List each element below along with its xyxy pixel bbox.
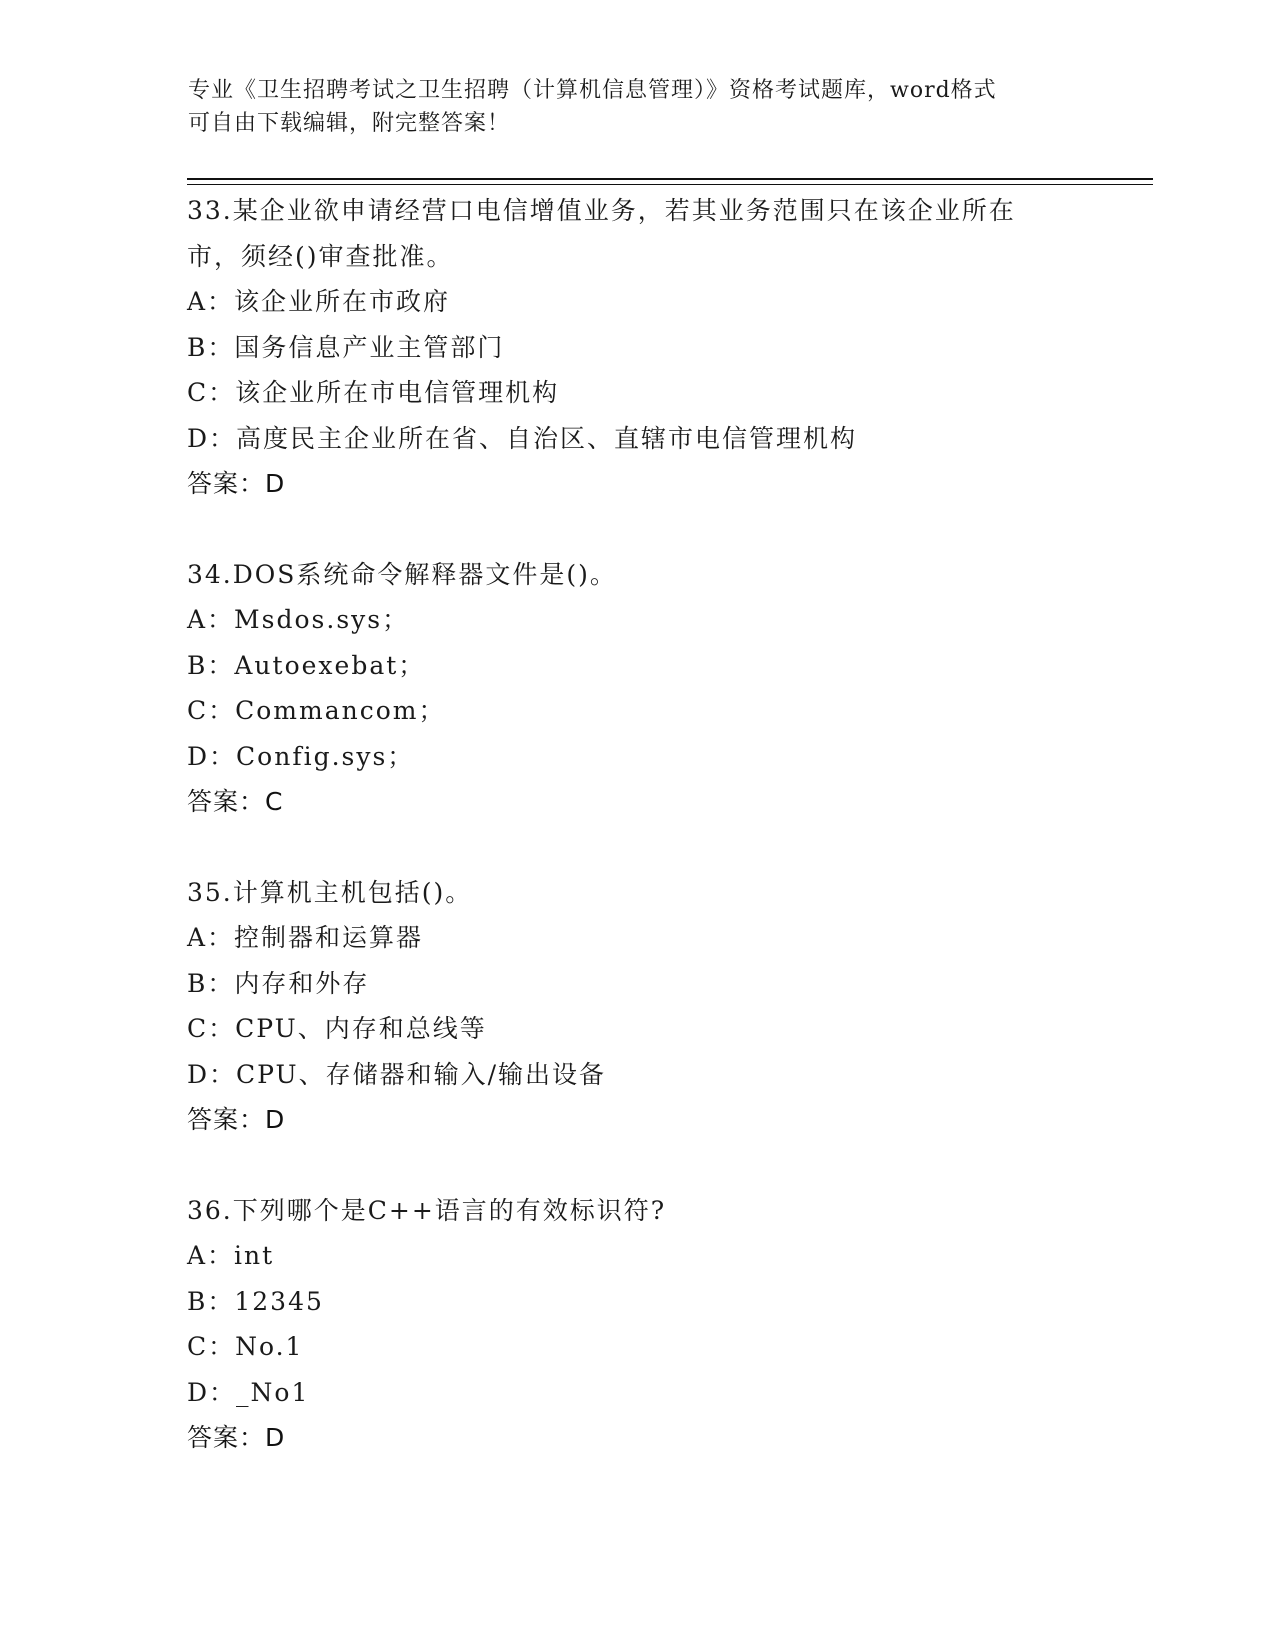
header-line-1: 专业《卫生招聘考试之卫生招聘（计算机信息管理）》资格考试题库，word格式 [188,78,997,103]
header-divider-thin [187,184,1153,185]
option-b: B：12345 [187,1286,324,1316]
option-a: A：Msdos.sys； [187,605,410,634]
header-line-2: 可自由下载编辑，附完整答案！ [188,111,511,136]
question-34 [187,552,1147,825]
question-stem: 36.下列哪个是C++语言的有效标识符? [187,1195,667,1225]
option-b: B：国务信息产业主管部门 [187,332,505,362]
question-list [187,188,1147,1506]
option-c: C：CPU、内存和总线等 [187,1014,487,1043]
option-d: D：_No1 [187,1377,310,1407]
option-d: D：高度民主企业所在省、自治区、直辖市电信管理机构 [187,423,858,453]
question-36 [187,1188,1147,1461]
option-d: D：CPU、存储器和输入/输出设备 [187,1059,607,1089]
option-c: C：No.1 [187,1332,304,1361]
answer: 答案：D [187,469,286,498]
question-stem: 市，须经()审查批准。 [187,241,454,271]
question-stem: 34.DOS系统命令解释器文件是()。 [187,559,617,589]
option-a: A：int [187,1241,275,1270]
header-divider-thick [187,178,1153,180]
question-stem: 33.某企业欲申请经营口电信增值业务，若其业务范围只在该企业所在 [187,196,1016,225]
answer: 答案：D [187,1105,286,1134]
option-b: B：Autoexebat； [187,650,426,680]
question-35 [187,870,1147,1143]
question-stem: 35.计算机主机包括()。 [187,877,473,907]
option-c: C：该企业所在市电信管理机构 [187,378,560,407]
option-d: D：Config.sys； [187,741,415,771]
document-header [188,74,1088,140]
option-b: B：内存和外存 [187,968,370,998]
option-a: A：控制器和运算器 [187,923,424,952]
answer: 答案：C [187,787,284,816]
option-a: A：该企业所在市政府 [187,287,451,316]
answer: 答案：D [187,1423,286,1452]
option-c: C：Commancom； [187,696,446,725]
question-33 [187,188,1147,507]
